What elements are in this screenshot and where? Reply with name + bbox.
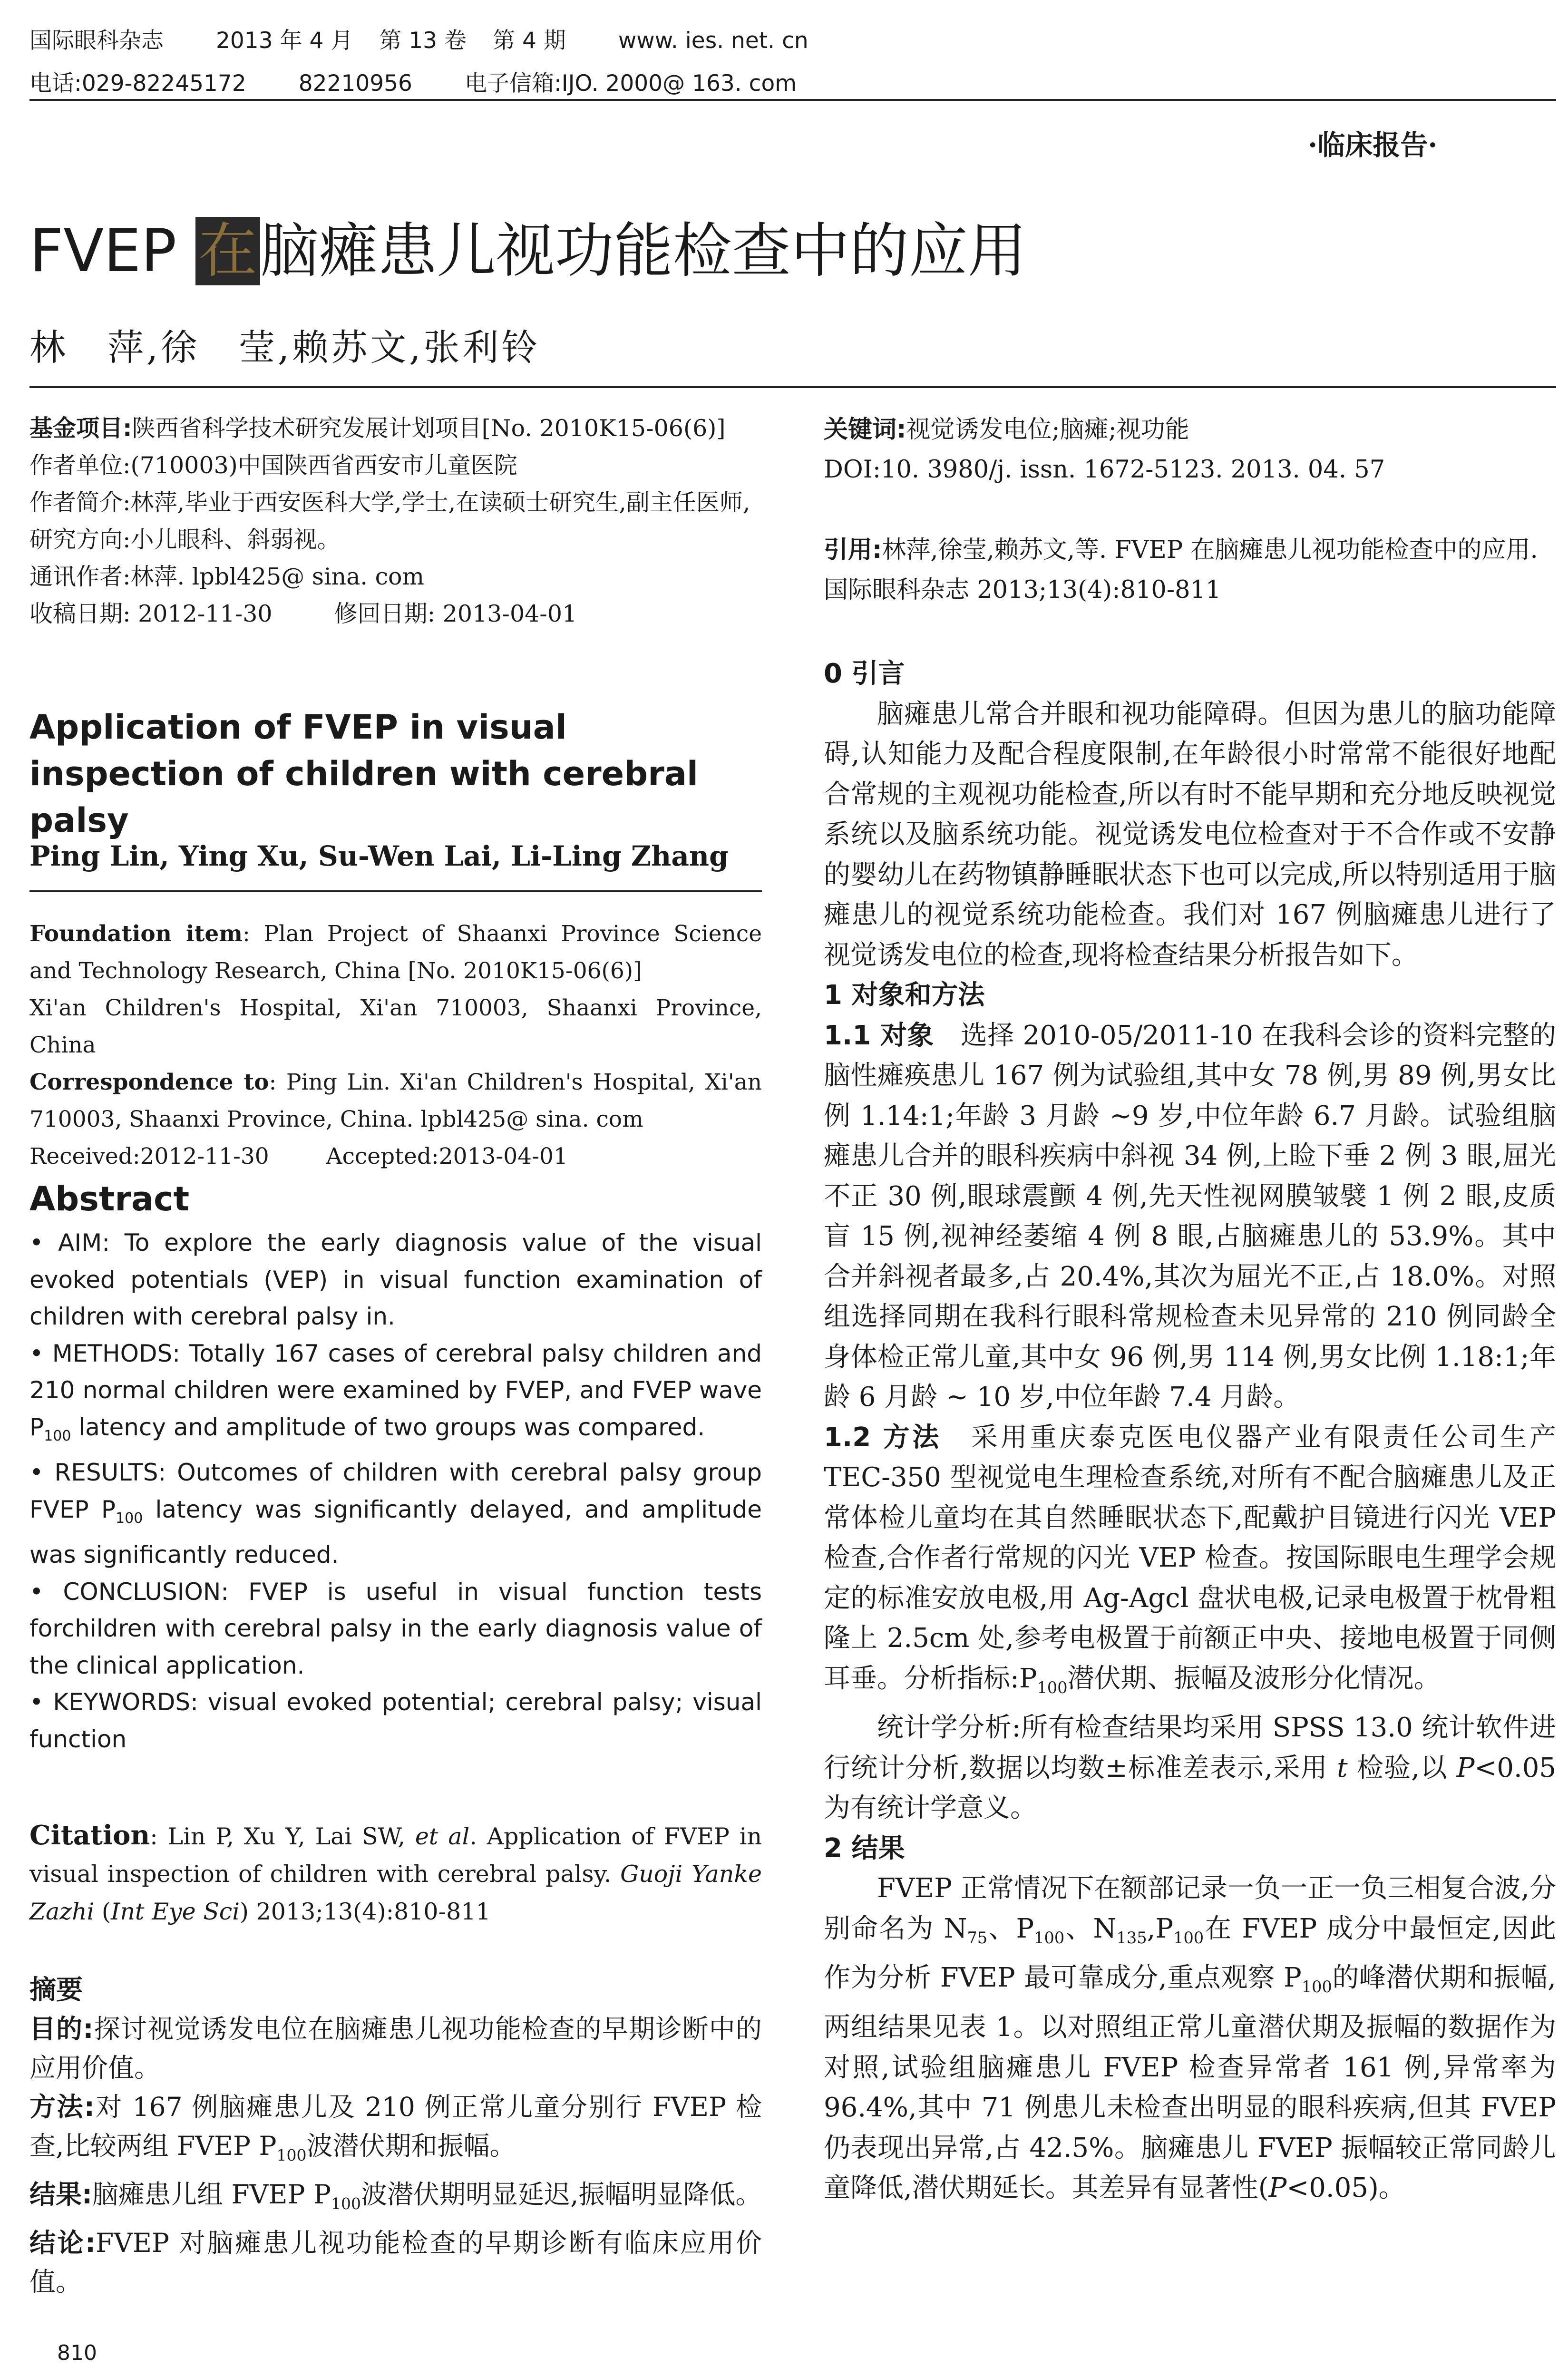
title-pre: FVEP	[29, 217, 195, 285]
keywords-text: 视觉诱发电位;脑瘫;视功能	[906, 416, 1189, 444]
cite-text: 林萍,徐莹,赖苏文,等. FVEP 在脑瘫患儿视功能检查中的应用. 国际眼科杂志 2013;13(4):810-811	[824, 536, 1538, 604]
citation-abbr: Int Eye Sci	[111, 1898, 240, 1925]
phone2: 82210956	[298, 70, 412, 97]
results-text-b: latency was significantly delayed, and amplitude was significantly reduced.	[29, 1495, 762, 1568]
results-text-a: • RESULTS: Outcomes of children with cerebral palsy group FVEP P	[29, 1459, 762, 1523]
r-g: <0.05)。	[1286, 2172, 1405, 2204]
doi: DOI:10. 3980/j. issn. 1672-5123. 2013. 04. 57	[824, 456, 1385, 484]
title-post: 脑瘫患儿视功能检查中的应用	[260, 217, 1027, 285]
citation-journal: Guoji Yanke Zazhi	[29, 1861, 762, 1925]
english-title: Application of FVEP in visual inspection of children with cerebral palsy	[29, 708, 699, 840]
section-1-2-a: 采用重庆泰克医电仪器产业有限责任公司生产 TEC-350 型视觉电生理检查系统,对所有不配合脑瘫患儿及正常体检儿童均在其自然睡眠状态下,配戴护目镜进行闪光 VEP 检查,合作者行常规的闪光 VEP 检查。按国际眼电生理学会规定的标准安放电极,用 Ag-Agcl 盘状电极,记录电极置于枕骨粗隆上 2.5cm 处,参考电极置于前额正中央、接地电极置于同侧耳垂。分析指标:P	[824, 1422, 1557, 1694]
abstract-aim: • AIM: To explore the early diagnosis value of the visual evoked potentials (VEP) in visual function examination of children with cerebral palsy in.	[29, 1229, 762, 1330]
cn-results-a: 脑瘫患儿组 FVEP P	[92, 2179, 331, 2210]
methods-text-a: • METHODS: Totally 167 cases of cerebral palsy children and 210 normal children were examined by FVEP, and FVEP wave P	[29, 1339, 762, 1441]
r-f: 的峰潜伏期和振幅,两组结果见表 1。以对照组正常儿童潜伏期及振幅的数据作为对照,试验组脑瘫患儿 FVEP 检查异常者 161 例,异常率为 96.4%,其中 71 例患儿未检查出明显的眼科疾病,但其 FVEP 仍表现出异常,占 42.5%。脑瘫患儿 FVEP 振幅较正常同龄儿童降低,潜伏期延长。其差异有显著性(	[824, 1962, 1556, 2204]
page-number: 810	[57, 2341, 97, 2365]
english-author-rule	[29, 890, 762, 892]
revised-date: 修回日期: 2013-04-01	[334, 600, 577, 627]
cn-aim-label: 目的:	[29, 2014, 94, 2044]
corresponding-author: 通讯作者:林萍. lpbl425@ sina. com	[29, 563, 424, 590]
volume: 第 13 卷	[379, 28, 467, 54]
page-title	[29, 204, 1027, 288]
funding-label: 基金项目:	[29, 415, 132, 442]
journal-header-line2	[29, 66, 849, 97]
funding-text: 陕西省科学技术研究发展计划项目[No. 2010K15-06(6)]	[132, 415, 726, 442]
foundation-label: Foundation item	[29, 921, 243, 947]
citation-b: . Application of FVEP in visual inspection of children with cerebral palsy.	[29, 1823, 762, 1888]
phone: 电话:029-82245172	[29, 70, 246, 97]
received-date: 收稿日期: 2012-11-30	[29, 600, 273, 627]
r-e: 在 FVEP 成分中最恒定,因此作为分析 FVEP 最可靠成分,重点观察 P	[824, 1913, 1556, 1994]
abstract-conclusion: • CONCLUSION: FVEP is useful in visual function tests forchildren with cerebral palsy in the early diagnosis value of the clinical application.	[29, 1578, 762, 1679]
chinese-abstract	[29, 2009, 762, 2301]
abstract-heading: Abstract	[29, 1179, 190, 1218]
r-s1: 75	[967, 1928, 988, 1947]
section-1-2-b: 潜伏期、振幅及波形分化情况。	[1067, 1663, 1441, 1694]
cn-results-label: 结果:	[29, 2179, 92, 2210]
right-citation	[824, 530, 1556, 610]
cn-results-b: 波潜伏期明显延迟,振幅明显降低。	[361, 2179, 762, 2210]
main-body	[824, 654, 1556, 2209]
foundation-text: : Plan Project of Shaanxi Province Science and Technology Research, China [No. 2010K15-06(6)]	[29, 921, 762, 984]
english-meta	[29, 916, 762, 1175]
cite-label: 引用:	[824, 536, 882, 564]
cn-methods-label: 方法:	[29, 2092, 95, 2122]
cn-methods-b: 波潜伏期和振幅。	[306, 2131, 516, 2161]
stat-c: <0.05 为有统计学意义。	[824, 1752, 1556, 1824]
cn-results-sub: 100	[331, 2194, 361, 2213]
cn-conclusion: FVEP 对脑瘫患儿视功能检查的早期诊断有临床应用价值。	[29, 2228, 762, 2297]
journal-name: 国际眼科杂志	[29, 28, 164, 54]
r-s4: 100	[1173, 1928, 1204, 1947]
title-mark: 在	[195, 217, 260, 285]
stat-b: 检验,以	[1347, 1752, 1457, 1783]
r-b: 、P	[987, 1913, 1034, 1944]
statistics-paragraph	[824, 1708, 1556, 1829]
r-c: 、N	[1064, 1913, 1117, 1944]
section-1-heading: 1 对象和方法	[824, 980, 985, 1011]
authors: 林 萍,徐 莹,赖苏文,张利铃	[29, 326, 541, 369]
section-label: ·临床报告·	[1308, 129, 1438, 161]
r-s5: 100	[1301, 1978, 1332, 1997]
stat-a: 统计学分析:所有检查结果均采用 SPSS 13.0 统计软件进行统计分析,数据以均数±标准差表示,采用	[824, 1712, 1556, 1783]
citation-etal: et al	[415, 1823, 470, 1850]
methods-text-b: latency and amplitude of two groups was compared.	[71, 1413, 705, 1441]
correspondence-text: : Ping Lin. Xi'an Children's Hospital, Xi'an 710003, Shaanxi Province, China. lpbl425@ sina. com	[29, 1069, 762, 1132]
bio: 作者简介:林萍,毕业于西安医科大学,学士,在读硕士研究生,副主任医师,研究方向:小儿眼科、斜弱视。	[29, 489, 750, 553]
english-authors: Ping Lin, Ying Xu, Su-Wen Lai, Li-Ling Zhang	[29, 840, 729, 872]
issue-date: 2013 年 4 月	[216, 28, 353, 54]
abstract-methods	[29, 1335, 762, 1455]
section-1-1-text: 选择 2010-05/2011-10 在我科会诊的资料完整的脑性瘫痪患儿 167 例为试验组,其中女 78 例,男 89 例,男女比例 1.14:1;年龄 3 月龄 ~9 岁,中位年龄 6.7 月龄。试验组脑瘫患儿合并的眼科疾病中斜视 34 例,上睑下垂 2 例 3 眼,屈光不正 30 例,眼球震颤 4 例,先天性视网膜皱襞 1 例 2 眼,皮质盲 15 例,视神经萎缩 4 例 8 眼,占脑瘫患儿的 53.9%。其中合并斜视者最多,占 20.4%,其次为屈光不正,占 18.0%。对照组选择同期在我科行眼科常规检查未见异常的 210 例同龄全身体检正常儿童,其中女 96 例,男 114 例,男女比例 1.18:1;年龄 6 月龄 ~ 10 岁,中位年龄 7.4 月龄。	[824, 1020, 1557, 1413]
keywords-label: 关键词:	[824, 416, 906, 444]
stat-t: t	[1337, 1752, 1348, 1783]
methods-sub: 100	[44, 1427, 71, 1444]
section-1-1-label: 1.1 对象	[824, 1020, 934, 1051]
cn-methods-sub: 100	[276, 2146, 307, 2164]
abstract-keywords: • KEYWORDS: visual evoked potential; cerebral palsy; visual function	[29, 1688, 762, 1753]
r-p: P	[1268, 2172, 1287, 2204]
abstract-results	[29, 1454, 762, 1574]
citation-a: : Lin P, Xu Y, Lai SW,	[150, 1823, 415, 1850]
section-0-heading: 0 引言	[824, 658, 905, 689]
r-a: FVEP 正常情况下在额部记录一负一正一负三相复合波,分别命名为 N	[824, 1873, 1556, 1944]
english-citation	[29, 1817, 762, 1930]
english-accepted: Accepted:2013-04-01	[326, 1143, 568, 1169]
cn-concl-label: 结论:	[29, 2228, 96, 2258]
affiliation: 作者单位:(710003)中国陕西省西安市儿童医院	[29, 452, 517, 479]
correspondence-label: Correspondence to	[29, 1069, 269, 1095]
results-paragraph	[824, 1869, 1556, 2208]
cn-aim: 探讨视觉诱发电位在脑瘫患儿视功能检查的早期诊断中的应用价值。	[29, 2014, 762, 2083]
left-meta	[29, 410, 762, 633]
english-abstract	[29, 1225, 762, 1758]
r-d: ,P	[1147, 1913, 1174, 1944]
section-1-2-label: 1.2 方法	[824, 1422, 942, 1453]
english-affiliation: Xi'an Children's Hospital, Xi'an 710003, Shaanxi Province, China	[29, 995, 762, 1058]
section-0-paragraph: 脑瘫患儿常合并眼和视功能障碍。但因为患儿的脑功能障碍,认知能力及配合程度限制,在年龄很小时常常不能很好地配合常规的主观视功能检查,所以有时不能早期和充分地反映视觉系统以及脑系统功能。视觉诱发电位检查对于不合作或不安静的婴幼儿在药物镇静睡眠状态下也可以完成,所以特别适用于脑瘫患儿的视觉系统功能检查。我们对 167 例脑瘫患儿进行了视觉诱发电位的检查,现将检查结果分析报告如下。	[824, 698, 1556, 971]
english-received: Received:2012-11-30	[29, 1143, 269, 1169]
citation-c: (	[94, 1898, 111, 1925]
section-1-2-sub: 100	[1037, 1678, 1068, 1697]
r-s3: 135	[1116, 1928, 1147, 1947]
email: 电子信箱:IJO. 2000@ 163. com	[464, 70, 797, 97]
title-rule	[29, 386, 1556, 388]
citation-d: ) 2013;13(4):810-811	[239, 1898, 491, 1925]
right-meta	[824, 410, 1556, 490]
citation-label: Citation	[29, 1820, 150, 1851]
stat-p: P	[1456, 1752, 1475, 1783]
journal-header-line1	[29, 23, 861, 55]
cn-methods-a: 对 167 例脑瘫患儿及 210 例正常儿童分别行 FVEP 检查,比较两组 FVEP P	[29, 2092, 762, 2161]
results-sub: 100	[116, 1510, 143, 1527]
r-s2: 100	[1034, 1928, 1065, 1947]
header-rule	[29, 99, 1556, 101]
website: www. ies. net. cn	[618, 28, 808, 54]
section-2-heading: 2 结果	[824, 1832, 905, 1864]
chinese-abstract-heading: 摘要	[29, 1975, 83, 2006]
number: 第 4 期	[493, 28, 566, 54]
